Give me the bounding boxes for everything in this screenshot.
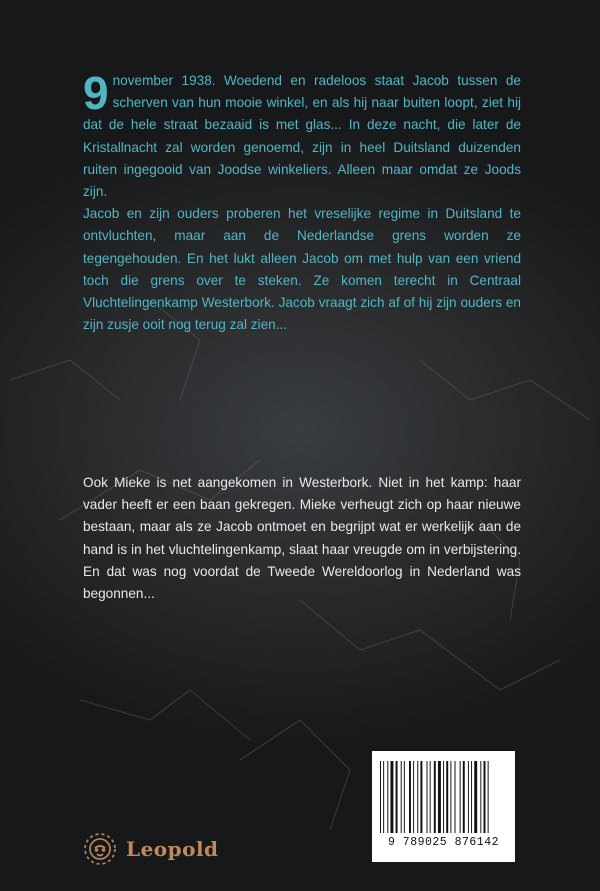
barcode-bar (488, 761, 489, 833)
barcode-bar (474, 761, 477, 833)
barcode-bar (480, 761, 481, 833)
barcode-bar (434, 761, 436, 833)
barcode-bar (396, 761, 398, 833)
blurb-teal-block (83, 67, 521, 336)
barcode-bar (401, 761, 402, 833)
lion-head-icon (82, 831, 118, 867)
barcode-bar (413, 761, 414, 833)
blurb-paragraph-2: Jacob en zijn ouders proberen het vreselijke regime in Duitsland te ontvluchten, maar aan de Nederlandse grens worden ze tegengehouden. En het lukt alleen Jacob om met hulp van een vriend toch die grens over te steken. Ze komen terecht in Centraal Vluchtelingenkamp Westerbork. Jacob vraagt zich af of hij zijn ouders en zijn zusje ooit nog terug zal zien... (83, 206, 521, 333)
publisher-logo (82, 831, 219, 867)
barcode-bar (390, 761, 393, 833)
barcode-bar (438, 761, 441, 833)
blurb-paragraph-1: november 1938. Woedend en radeloos staat Jacob tussen de scherven van hun mooie winkel, en als hij naar buiten loopt, ziet hij dat de hele straat bezaaid is met glas... In deze nacht, die later de Kristallnacht zal worden genoemd, zijn in heel Duitsland duizenden ruiten ingegooid van Joodse winkeliers. Alleen maar omdat ze Joods zijn. (83, 73, 521, 200)
barcode-bar (455, 761, 456, 833)
barcode-bars (380, 761, 507, 833)
barcode-bar (427, 761, 428, 833)
barcode-bar (468, 761, 469, 833)
barcode-bar (430, 761, 431, 833)
barcode-bar (460, 761, 461, 833)
drop-cap: 9 (83, 67, 109, 119)
barcode-bar (404, 761, 405, 833)
barcode-bar (463, 761, 465, 833)
barcode-bar (446, 761, 448, 833)
barcode-bar (417, 761, 418, 833)
barcode-bar (387, 761, 388, 833)
barcode-bar (443, 761, 444, 833)
publisher-name: Leopold (126, 837, 219, 861)
barcode-bar (380, 761, 381, 833)
blurb-white-block (83, 472, 521, 605)
barcode-bar (420, 761, 422, 833)
barcode-bar (450, 761, 451, 833)
blurb-paragraph-3: Ook Mieke is net aangekomen in Westerbork. Niet in het kamp: haar vader heeft er een baan gekregen. Mieke verheugt zich op haar nieuwe bestaan, maar als ze Jacob ontmoet en begrijpt wat er werkelijk aan de hand is in het vluchtelingenkamp, slaat haar vreugde om in verbijstering. En dat was nog voordat de Tweede Wereldoorlog in Nederland was begonnen... (83, 475, 521, 602)
barcode-bar (409, 761, 411, 833)
barcode-bar (471, 761, 472, 833)
isbn-digits: 9 789025 876142 (387, 836, 500, 849)
barcode-bar (383, 761, 384, 833)
barcode-bar (484, 761, 486, 833)
isbn-barcode (372, 751, 515, 862)
